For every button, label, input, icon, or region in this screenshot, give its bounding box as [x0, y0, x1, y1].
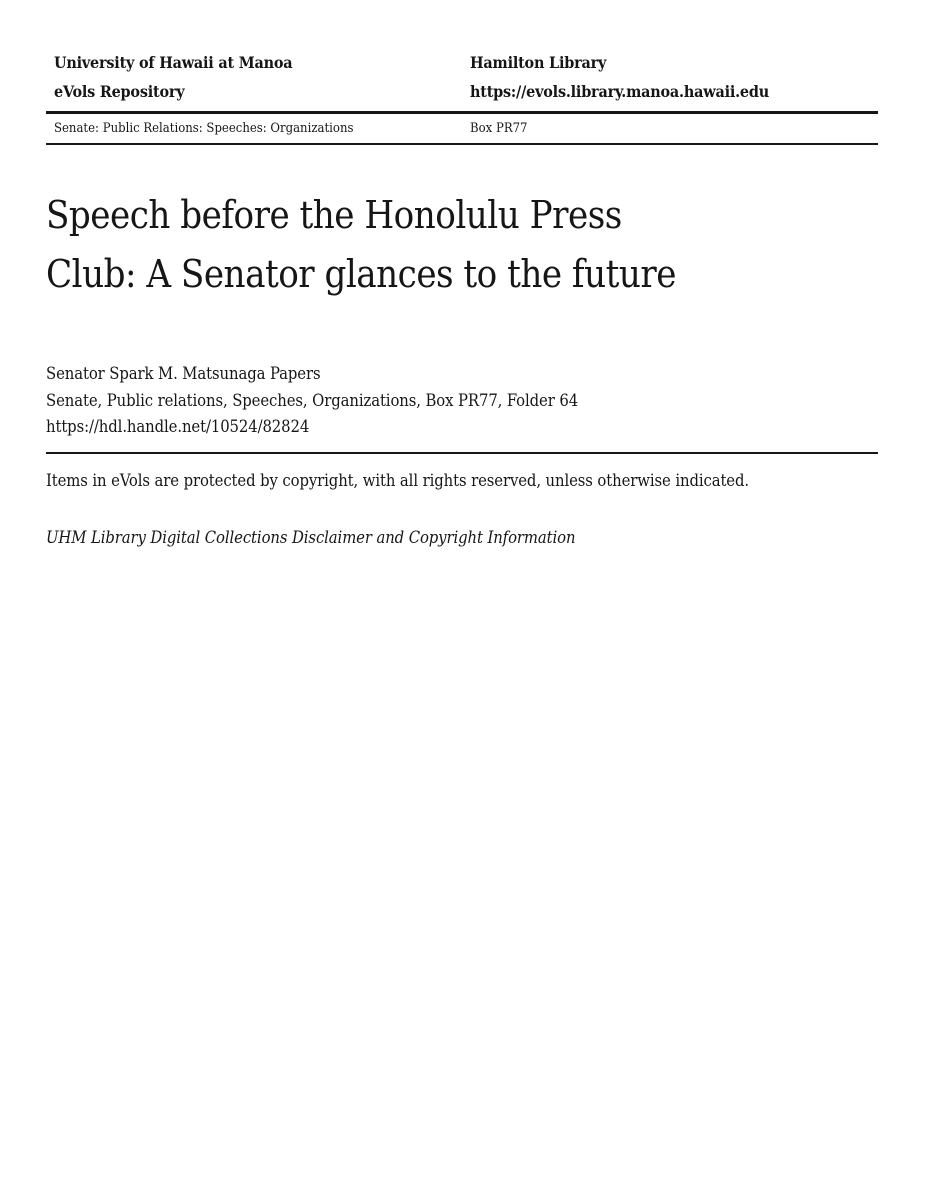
- letterhead-sub-row: [46, 114, 878, 145]
- page-title-line-1: Speech before the Honolulu Press: [46, 193, 622, 237]
- letterhead-right-column: [470, 48, 878, 106]
- copyright-notice: Items in eVols are protected by copyright, with all rights reserved, unless otherwise indicated.: [46, 471, 750, 490]
- document-metadata: [46, 361, 878, 441]
- section-divider: [46, 452, 878, 454]
- library-name: Hamilton Library: [470, 53, 607, 72]
- letterhead-header: [46, 48, 878, 145]
- disclaimer-copyright-link[interactable]: UHM Library Digital Collections Disclaimer and Copyright Information: [46, 528, 576, 547]
- page-title: [46, 186, 878, 304]
- repository-url-link[interactable]: https://evols.library.manoa.hawaii.edu: [470, 82, 770, 101]
- letterhead-left-column: [46, 48, 470, 106]
- repository-name: eVols Repository: [54, 82, 185, 101]
- page-title-line-2: Club: A Senator glances to the future: [46, 252, 676, 296]
- box-number: Box PR77: [470, 121, 528, 136]
- source-citation: Senate, Public relations, Speeches, Organizations, Box PR77, Folder 64: [46, 390, 579, 410]
- letterhead-main-row: [46, 48, 878, 114]
- collection-title: Senator Spark M. Matsunaga Papers: [46, 364, 321, 383]
- institution-name: University of Hawaii at Manoa: [54, 53, 293, 72]
- collection-path: Senate: Public Relations: Speeches: Organizations: [54, 121, 354, 136]
- handle-url-link[interactable]: https://hdl.handle.net/10524/82824: [46, 417, 310, 436]
